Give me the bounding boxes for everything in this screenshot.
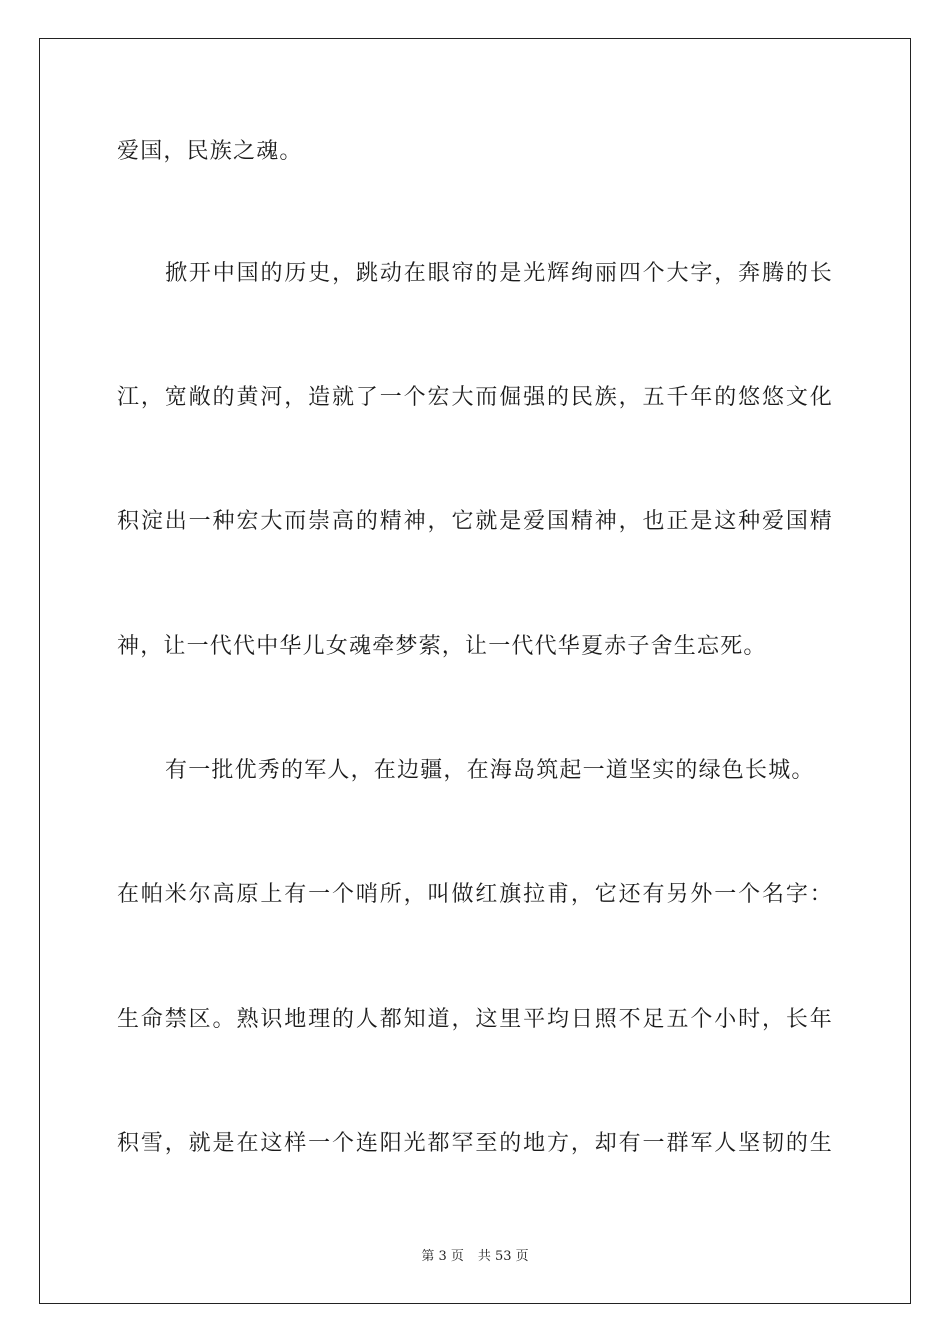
text-line-5: 神，让一代代中华儿女魂牵梦萦，让一代代华夏赤子舍生忘死。 (117, 634, 767, 659)
page-total: 共 53 页 (477, 1249, 529, 1264)
text-line-2: 掀开中国的历史，跳动在眼帘的是光辉绚丽四个大字，奔腾的长 (165, 261, 833, 286)
text-line-9: 积雪，就是在这样一个连阳光都罕至的地方，却有一群军人坚韧的生 (117, 1131, 833, 1156)
text-line-1: 爱国，民族之魂。 (117, 139, 303, 164)
text-line-6: 有一批优秀的军人，在边疆，在海岛筑起一道坚实的绿色长城。 (165, 758, 815, 783)
text-line-3: 江，宽敞的黄河，造就了一个宏大而倔强的民族，五千年的悠悠文化 (117, 385, 833, 410)
page-number: 第 3 页 (421, 1249, 464, 1264)
text-line-8: 生命禁区。熟识地理的人都知道，这里平均日照不足五个小时，长年 (117, 1007, 833, 1032)
text-line-7: 在帕米尔高原上有一个哨所，叫做红旗拉甫，它还有另外一个名字： (117, 882, 833, 907)
page-footer (0, 1248, 950, 1266)
text-line-4: 积淀出一种宏大而崇高的精神，它就是爱国精神，也正是这种爱国精 (117, 509, 833, 534)
page-border (39, 38, 911, 1304)
